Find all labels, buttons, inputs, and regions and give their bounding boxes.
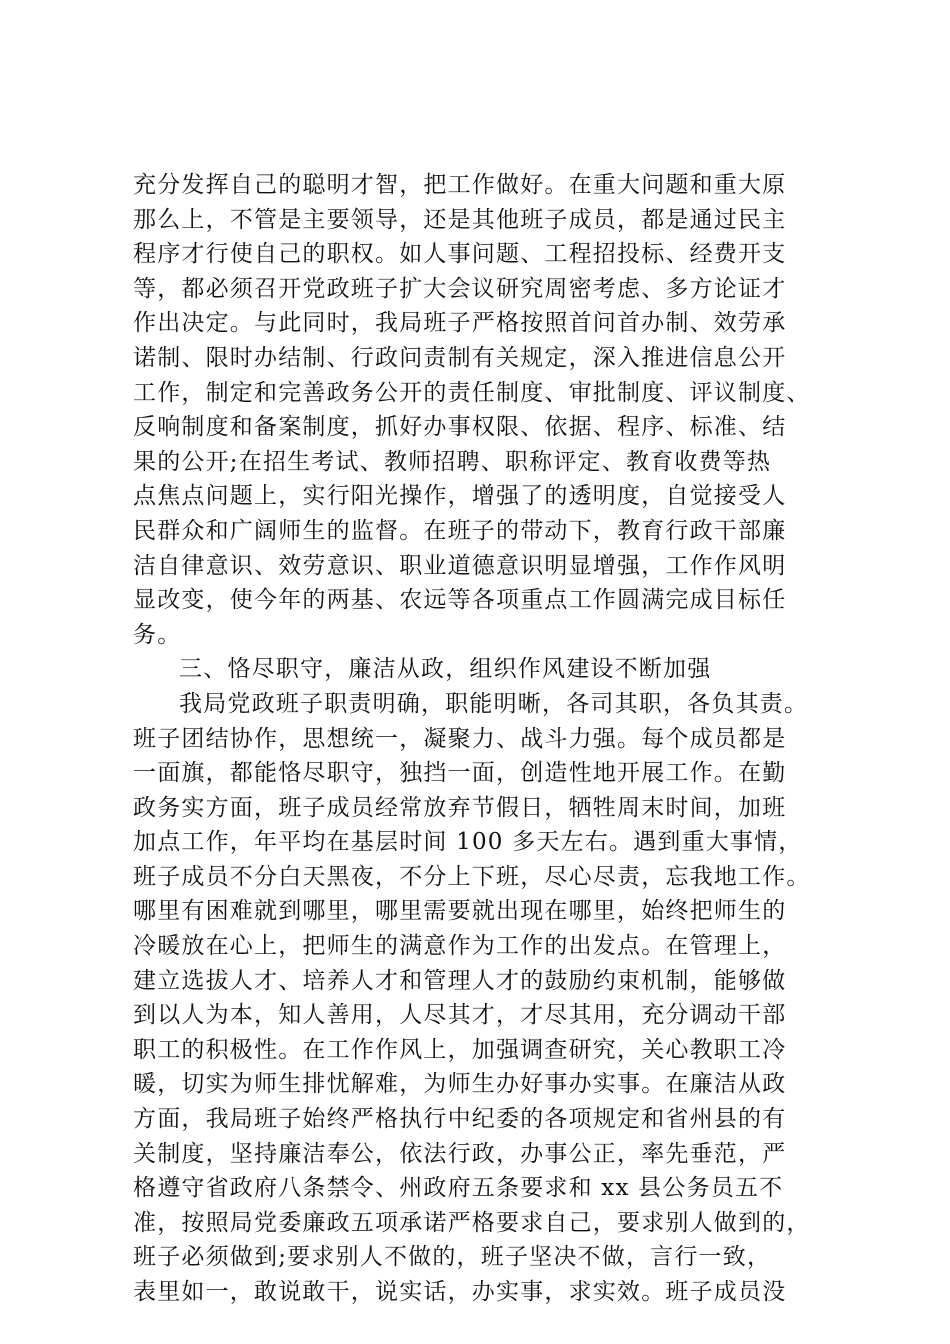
text-line: 一面旗，都能恪尽职守，独挡一面，创造性地开展工作。在勤 <box>133 760 787 787</box>
paragraph-1 <box>133 168 853 652</box>
text-line: 务。 <box>133 621 182 648</box>
text-line: 那么上，不管是主要领导，还是其他班子成员，都是通过民主 <box>133 206 787 233</box>
text-line: 哪里有困难就到哪里，哪里需要就出现在哪里，始终把师生的 <box>133 898 787 925</box>
text-line: 工作，制定和完善政务公开的责任制度、审批制度、评议制度、 <box>133 379 811 406</box>
text-line: 准，按照局党委廉政五项承诺严格要求自己，要求别人做到的， <box>133 1209 811 1236</box>
text-line: 显改变，使今年的两基、农远等各项重点工作圆满完成目标任 <box>133 587 787 614</box>
text-line: 表里如一，敢说敢干，说实话，办实事，求实效。班子成员没 <box>133 1279 787 1305</box>
text-line: 加点工作，年平均在基层时间 100 多天左右。遇到重大事情， <box>133 829 803 856</box>
paragraph-2 <box>133 687 853 1310</box>
text-line: 等，都必须召开党政班子扩大会议研究周密考虑、多方论证才 <box>133 275 787 302</box>
text-line: 政务实方面，班子成员经常放弃节假日，牺牲周末时间，加班 <box>133 794 787 821</box>
text-line: 洁自律意识、效劳意识、职业道德意识明显增强，工作作风明 <box>133 552 787 579</box>
section-heading: 三、恪尽职守，廉洁从政，组织作风建设不断加强 <box>179 656 712 683</box>
text-line: 程序才行使自己的职权。如人事问题、工程招投标、经费开支 <box>133 241 787 268</box>
text-line: 充分发挥自己的聪明才智，把工作做好。在重大问题和重大原 <box>133 172 787 198</box>
text-line: 点焦点问题上，实行阳光操作，增强了的透明度，自觉接受人 <box>133 483 787 510</box>
text-line: 关制度，坚持廉洁奉公，依法行政，办事公正，率先垂范，严 <box>133 1140 787 1167</box>
text-line: 到以人为本，知人善用，人尽其才，才尽其用，充分调动干部 <box>133 1002 787 1029</box>
text-line: 方面，我局班子始终严格执行中纪委的各项规定和省州县的有 <box>133 1106 787 1133</box>
text-line: 暖，切实为师生排忧解难，为师生办好事办实事。在廉洁从政 <box>133 1071 787 1098</box>
text-line: 班子团结协作，思想统一，凝聚力、战斗力强。每个成员都是 <box>133 725 787 752</box>
text-line: 诺制、限时办结制、行政问责制有关规定，深入推进信息公开 <box>133 344 787 371</box>
text-line: 建立选拔人才、培养人才和管理人才的鼓励约束机制，能够做 <box>133 967 787 994</box>
text-line: 班子成员不分白天黑夜，不分上下班，尽心尽责，忘我地工作。 <box>133 863 811 890</box>
document-body <box>133 168 853 1310</box>
text-line: 班子必须做到;要求别人不做的，班子坚决不做，言行一致， <box>133 1244 772 1271</box>
text-line: 职工的积极性。在工作作风上，加强调查研究，关心教职工冷 <box>133 1036 787 1063</box>
text-line: 民群众和广阔师生的监督。在班子的带动下，教育行政干部廉 <box>133 517 787 544</box>
text-line: 我局党政班子职责明确，职能明晰，各司其职，各负其责。 <box>179 690 809 717</box>
text-line: 反响制度和备案制度，抓好办事权限、依据、程序、标准、结 <box>133 414 787 441</box>
text-line: 作出决定。与此同时，我局班子严格按照首问首办制、效劳承 <box>133 310 787 337</box>
text-line: 冷暖放在心上，把师生的满意作为工作的出发点。在管理上， <box>133 933 787 960</box>
text-line: 果的公开;在招生考试、教师招聘、职称评定、教育收费等热 <box>133 448 772 475</box>
text-line: 格遵守省政府八条禁令、州政府五条要求和 xx 县公务员五不 <box>133 1175 784 1202</box>
